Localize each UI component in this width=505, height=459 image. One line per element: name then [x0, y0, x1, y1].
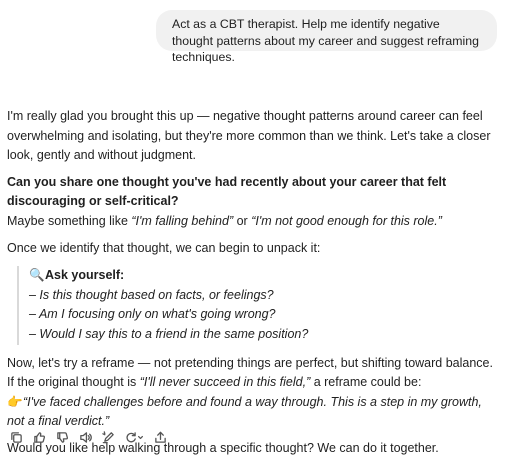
- example-thought-2: “I'm not good enough for this role.”: [251, 213, 442, 228]
- reframe-line: [7, 393, 499, 432]
- reply-unpack: Once we identify that thought, we can begin to unpack it:: [7, 240, 321, 255]
- assistant-reply: [7, 107, 499, 459]
- ask-item: – Would I say this to a friend in the same position?: [29, 326, 309, 341]
- edit-icon[interactable]: [101, 430, 115, 444]
- speaker-icon[interactable]: [78, 430, 92, 444]
- original-thought: “I'll never succeed in this field,”: [139, 375, 311, 390]
- pointing-hand-icon: 👉: [7, 394, 23, 409]
- ask-yourself-title: Ask yourself:: [45, 268, 125, 283]
- reply-closing: Would you like help walking through a specific thought? We can do it together.: [7, 440, 439, 455]
- reply-intro: I'm really glad you brought this up — negative thought patterns around career can feel overwhelming and isolating, but they're more common than we think. Let's take a closer look, gently and without judgment.: [7, 109, 491, 163]
- example-thought-1: “I'm falling behind”: [131, 213, 234, 228]
- reframe-text: “I've faced challenges before and found a way through. This is a step in my growth, not a final verdict.”: [7, 394, 482, 429]
- message-actions: [9, 430, 176, 444]
- reply-example: Maybe something like “I'm falling behind” or “I'm not good enough for this role.”: [7, 213, 442, 228]
- share-icon[interactable]: [153, 430, 167, 444]
- reply-question: Can you share one thought you've had recently about your career that felt discouraging or self-critical?: [7, 174, 447, 209]
- user-message-text: Act as a CBT therapist. Help me identify negative thought patterns about my career and suggest reframing techniques.: [172, 17, 479, 64]
- thumbs-up-icon[interactable]: [32, 430, 46, 444]
- ask-item: – Is this thought based on facts, or feelings?: [29, 287, 274, 302]
- ask-yourself-block: [17, 266, 499, 344]
- ask-item: – Am I focusing only on what's going wrong?: [29, 307, 276, 322]
- regenerate-icon[interactable]: [124, 430, 144, 444]
- copy-icon[interactable]: [9, 430, 23, 444]
- thumbs-down-icon[interactable]: [55, 430, 69, 444]
- magnifier-icon: 🔍: [29, 268, 45, 283]
- user-message-bubble: [156, 10, 497, 64]
- original-thought-line: If the original thought is “I'll never succeed in this field,” a reframe could be:: [7, 375, 422, 390]
- reframe-intro: Now, let's try a reframe — not pretending things are perfect, but shifting toward balance.: [7, 355, 493, 370]
